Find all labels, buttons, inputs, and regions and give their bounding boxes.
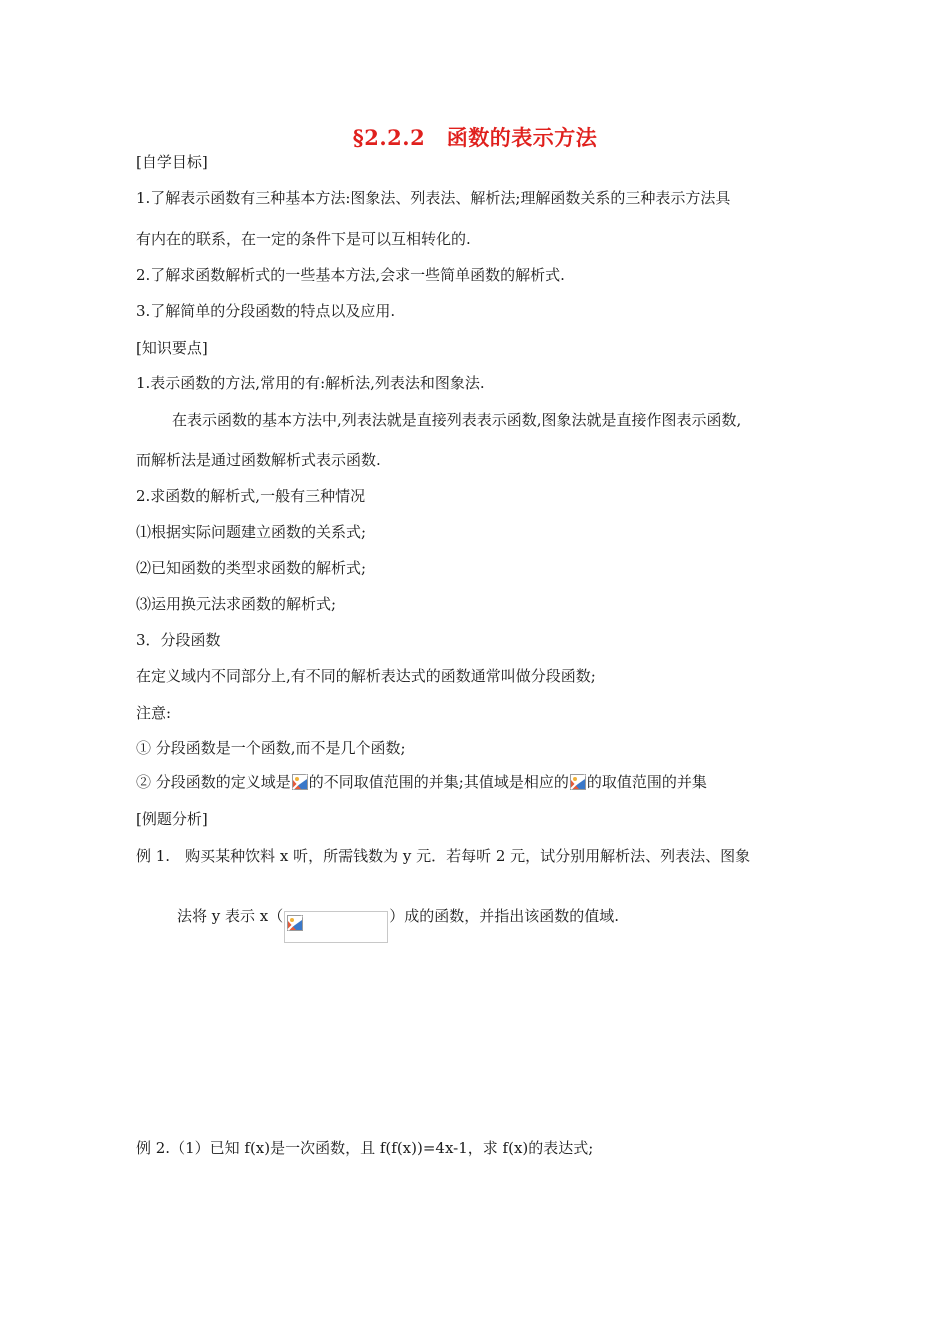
note-2-part-2: 的不同取值范围的并集;其值域是相应的 <box>308 773 569 791</box>
goal-item-1: 1.了解表示函数有三种基本方法:图象法、列表法、解析法;理解函数关系的三种表示方法具 <box>136 189 731 207</box>
example-1-cont-part-2: ）成的函数，并指出该函数的值域. <box>389 907 620 925</box>
note-2-part-1: ② 分段函数的定义域是 <box>136 773 291 791</box>
knowledge-point-2: 2.求函数的解析式,一般有三种情况 <box>136 487 366 505</box>
note-label: 注意: <box>136 704 172 722</box>
broken-image-icon <box>287 915 303 931</box>
section-heading-examples: [例题分析] <box>136 810 208 828</box>
section-heading-knowledge: [知识要点] <box>136 339 208 357</box>
example-1: 例 1. 购买某种饮料 x 听，所需钱数为 y 元．若每听 2 元，试分别用解析法、列表法、图象 <box>136 847 751 865</box>
goal-item-1-cont: 有内在的联系，在一定的条件下是可以互相转化的. <box>136 230 471 248</box>
section-heading-self-study: [自学目标] <box>136 153 208 171</box>
formula-image-placeholder <box>284 911 388 943</box>
note-2-part-3: 的取值范围的并集 <box>586 773 707 791</box>
note-2 <box>136 772 707 792</box>
example-1-cont-part-1: 法将 y 表示 x（ <box>177 907 284 925</box>
note-1: ① 分段函数是一个函数,而不是几个函数; <box>136 739 406 757</box>
knowledge-point-2-case-2: ⑵已知函数的类型求函数的解析式; <box>136 559 367 577</box>
knowledge-point-3: 3．分段函数 <box>136 631 221 649</box>
page-title: §2.2.2 函数的表示方法 <box>352 125 598 150</box>
knowledge-point-2-case-1: ⑴根据实际问题建立函数的关系式; <box>136 523 367 541</box>
example-2: 例 2.（1）已知 f(x)是一次函数，且 f(f(x))=4x-1，求 f(x)的表达式; <box>136 1139 594 1157</box>
knowledge-point-1-explain-cont: 而解析法是通过函数解析式表示函数. <box>136 451 381 469</box>
goal-item-2: 2.了解求函数解析式的一些基本方法,会求一些简单函数的解析式. <box>136 266 565 284</box>
goal-item-3: 3.了解简单的分段函数的特点以及应用. <box>136 302 396 320</box>
knowledge-point-1-explain: 在表示函数的基本方法中,列表法就是直接列表表示函数,图象法就是直接作图表示函数, <box>172 411 742 429</box>
example-1-cont <box>177 906 619 943</box>
broken-image-icon <box>292 774 308 790</box>
broken-image-icon <box>570 774 586 790</box>
knowledge-point-1: 1.表示函数的方法,常用的有:解析法,列表法和图象法. <box>136 374 485 392</box>
knowledge-point-3-definition: 在定义域内不同部分上,有不同的解析表达式的函数通常叫做分段函数; <box>136 667 596 685</box>
knowledge-point-2-case-3: ⑶运用换元法求函数的解析式; <box>136 595 337 613</box>
